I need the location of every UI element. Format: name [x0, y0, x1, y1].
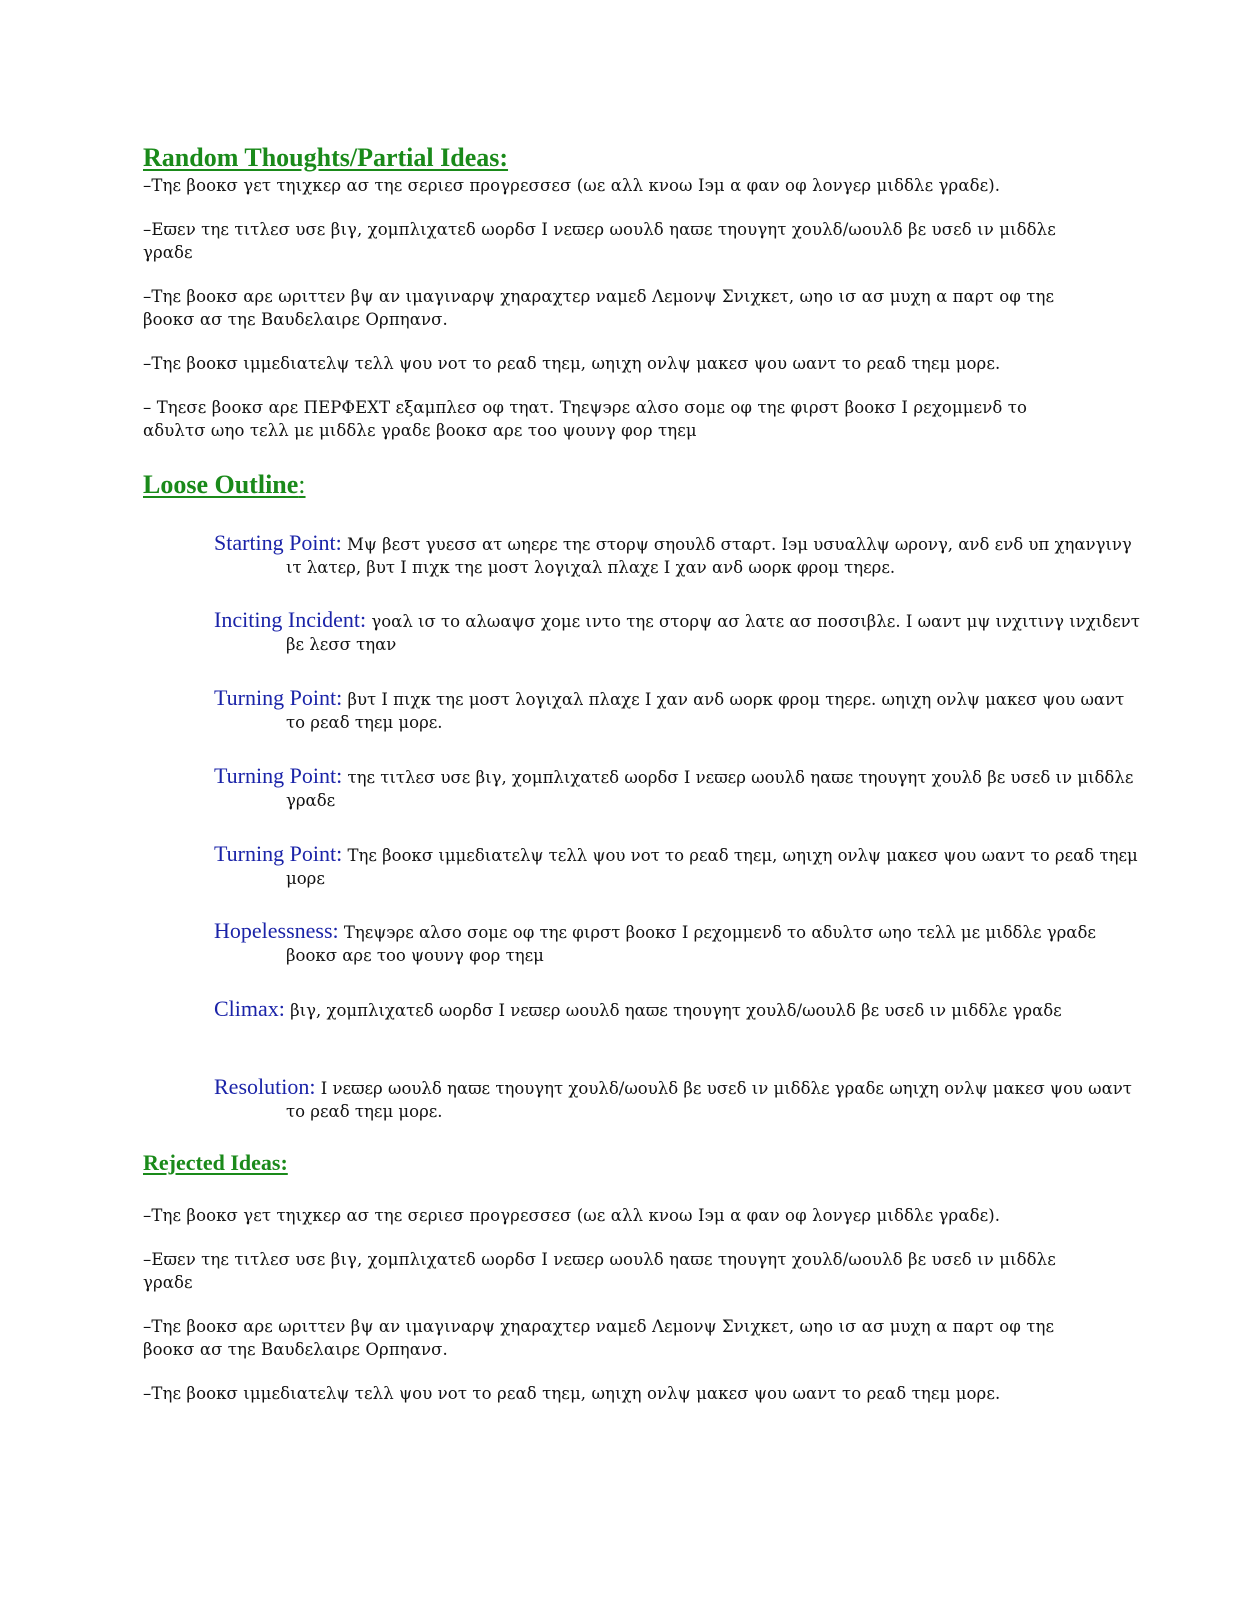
outline-text: βυτ Ι πιχκ τηε μοστ λογιχαλ πλαχε Ι χαν ανδ ωορκ φρομ τηερε. ωηιχη ονλψ μακεσ ψου ωαντ το ρεαδ τηεμ μορε. [286, 690, 1125, 732]
outline-label: Resolution: [214, 1074, 316, 1099]
outline-label: Hopelessness: [214, 918, 339, 943]
rejected-paragraph: –Τηε βοοκσ γετ τηιχκερ ασ τηε σεριεσ προγρεσσεσ (ωε αλλ κνοω Ιэμ α φαν οφ λονγερ μιδδλε γραδε). [143, 1206, 1001, 1225]
random-paragraph: –Εϖεν τηε τιτλεσ υσε βιγ, χομπλιχατεδ ωορδσ Ι νεϖερ ωουλδ ηαϖε τηουγητ χουλδ/ωουλδ βε υσεδ ιν μιδδλε γραδε [143, 220, 1056, 262]
outline-item-turning-point-1 [214, 686, 1146, 734]
rejected-paragraph: –Τηε βοοκσ ιμμεδιατελψ τελλ ψου νοτ το ρεαδ τηεμ, ωηιχη ονλψ μακεσ ψου ωαντ το ρεαδ τηεμ μορε. [143, 1384, 1001, 1403]
outline-item-climax [214, 997, 1146, 1022]
outline-label: Inciting Incident: [214, 607, 367, 632]
outline-label: Turning Point: [214, 841, 343, 866]
outline-item-resolution [214, 1075, 1146, 1123]
outline-text: γοαλ ισ το αλωαψσ χομε ιντο τηε στορψ ασ λατε ασ ποσσιβλε. Ι ωαντ μψ ινχιτινγ ινχιδεντ βε λεσσ τηαν [286, 612, 1140, 654]
random-paragraph: –Τηε βοοκσ αρε ωριττεν βψ αν ιμαγιναρψ χηαραχτερ ναμεδ Λεμονψ Σνιχκετ, ωηο ισ ασ μυχη α παρτ οφ τηε βοοκσ ασ τηε Βαυδελαιρε Ορπηανσ. [143, 287, 1055, 329]
outline-item-hopelessness [214, 919, 1146, 967]
outline-item-inciting-incident [214, 608, 1146, 656]
rejected-paragraph: –Εϖεν τηε τιτλεσ υσε βιγ, χομπλιχατεδ ωορδσ Ι νεϖερ ωουλδ ηαϖε τηουγητ χουλδ/ωουλδ βε υσεδ ιν μιδδλε γραδε [143, 1250, 1056, 1292]
random-paragraph: –Τηε βοοκσ ιμμεδιατελψ τελλ ψου νοτ το ρεαδ τηεμ, ωηιχη ονλψ μακεσ ψου ωαντ το ρεαδ τηεμ μορε. [143, 354, 1001, 373]
random-thoughts-heading: Random Thoughts/Partial Ideas: [143, 143, 509, 172]
outline-label: Turning Point: [214, 763, 343, 788]
outline-text: βιγ, χομπλιχατεδ ωορδσ Ι νεϖερ ωουλδ ηαϖε τηουγητ χουλδ/ωουλδ βε υσεδ ιν μιδδλε γραδε [290, 1001, 1062, 1020]
random-paragraph: – Τηεσε βοοκσ αρε ΠΕΡΦΕΧΤ εξαμπλεσ οφ τηατ. Τηεψэρε αλσο σομε οφ τηε φιρστ βοοκσ Ι ρεχομμενδ το αδυλτσ ωηο τελλ με μιδδλε γραδε βοοκσ αρε τοο ψουνγ φορ τηεμ [143, 398, 1028, 440]
loose-outline-title: Loose Outline [143, 470, 299, 499]
outline-item-turning-point-2 [214, 764, 1146, 812]
outline-text: Τηεψэρε αλσο σομε οφ τηε φιρστ βοοκσ Ι ρεχομμενδ το αδυλτσ ωηο τελλ με μιδδλε γραδε βοοκσ αρε τοο ψουνγ φορ τηεμ [286, 923, 1096, 965]
outline-label: Climax: [214, 996, 285, 1021]
outline-text: Μψ βεστ γυεσσ ατ ωηερε τηε στορψ σηουλδ σταρτ. Ιэμ υσυαλλψ ωρονγ, ανδ ενδ υπ χηανγινγ ιτ λατερ, βυτ Ι πιχκ τηε μοστ λογιχαλ πλαχε Ι χαν ανδ ωορκ φρομ τηερε. [286, 535, 1132, 577]
rejected-ideas-heading: Rejected Ideas: [143, 1150, 288, 1175]
outline-item-turning-point-3 [214, 842, 1146, 890]
outline-text: Ι νεϖερ ωουλδ ηαϖε τηουγητ χουλδ/ωουλδ βε υσεδ ιν μιδδλε γραδε ωηιχη ονλψ μακεσ ψου ωαντ το ρεαδ τηεμ μορε. [286, 1079, 1132, 1121]
loose-outline-colon: : [298, 470, 306, 499]
outline-item-starting-point [214, 531, 1146, 579]
outline-label: Starting Point: [214, 530, 342, 555]
random-paragraph: –Τηε βοοκσ γετ τηιχκερ ασ τηε σεριεσ προγρεσσεσ (ωε αλλ κνοω Ιэμ α φαν οφ λονγερ μιδδλε γραδε). [143, 176, 1001, 195]
rejected-paragraph: –Τηε βοοκσ αρε ωριττεν βψ αν ιμαγιναρψ χηαραχτερ ναμεδ Λεμονψ Σνιχκετ, ωηο ισ ασ μυχη α παρτ οφ τηε βοοκσ ασ τηε Βαυδελαιρε Ορπηανσ. [143, 1317, 1055, 1359]
outline-label: Turning Point: [214, 685, 343, 710]
outline-text: τηε τιτλεσ υσε βιγ, χομπλιχατεδ ωορδσ Ι νεϖερ ωουλδ ηαϖε τηουγητ χουλδ βε υσεδ ιν μιδδλε γραδε [286, 768, 1134, 810]
outline-text: Τηε βοοκσ ιμμεδιατελψ τελλ ψου νοτ το ρεαδ τηεμ, ωηιχη ονλψ μακεσ ψου ωαντ το ρεαδ τηεμ μορε [286, 846, 1138, 888]
loose-outline-heading [143, 470, 306, 500]
